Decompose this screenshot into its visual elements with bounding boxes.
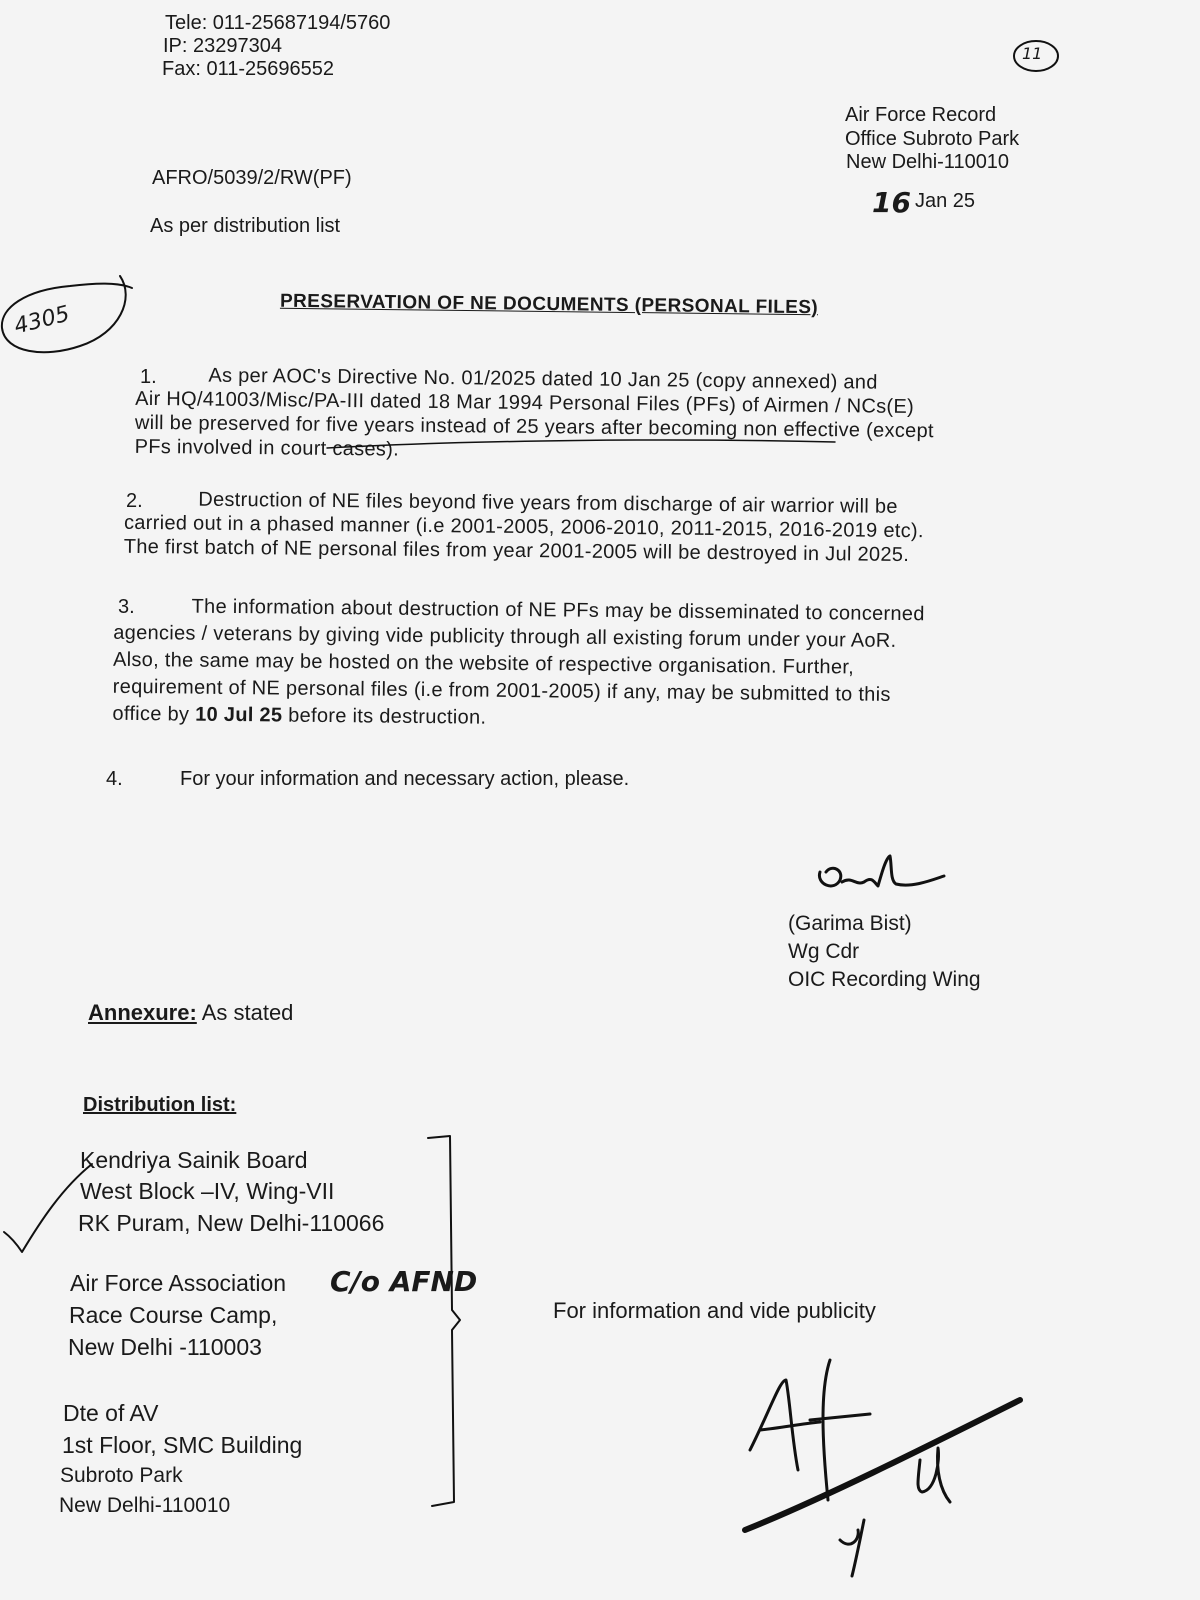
annexure	[88, 1000, 293, 1026]
subject-heading: PRESERVATION OF NE DOCUMENTS (PERSONAL FILES)	[279, 290, 819, 319]
address-1-line-2: West Block –IV, Wing-VII	[80, 1178, 335, 1204]
para-2-line: carried out in a phased manner (i.e 2001-2005, 2006-2010, 2011-2015, 2016-2019 etc).	[123, 511, 924, 543]
date-month-year: Jan 25	[915, 190, 976, 212]
sender-line-1: Air Force Record	[845, 104, 997, 126]
para-1-line: Air HQ/41003/Misc/PA-III dated 18 Mar 1994 Personal Files (PFs) of Airmen / NCs(E)	[135, 387, 915, 418]
address-1-line-3: RK Puram, New Delhi-110066	[78, 1210, 385, 1236]
distribution-heading: Distribution list:	[83, 1094, 237, 1116]
handwritten-addition: C/o AFND	[330, 1265, 478, 1298]
para-2-number: 2.	[126, 490, 143, 512]
address-3-line-2: 1st Floor, SMC Building	[62, 1432, 303, 1458]
para-3-number: 3.	[118, 596, 135, 618]
handwritten-initials	[740, 1340, 1040, 1580]
para-1-line: As per AOC's Directive No. 01/2025 dated 10 Jan 25 (copy annexed) and	[208, 364, 878, 394]
signatory-appointment: OIC Recording Wing	[788, 968, 981, 991]
address-3-line-4: New Delhi-110010	[59, 1494, 231, 1517]
distribution-bracket	[420, 1130, 480, 1510]
para-4-text: For your information and necessary action, please.	[180, 768, 630, 790]
para-3-line: requirement of NE personal files (i.e from 2001-2005) if any, may be submitted to this	[112, 675, 891, 706]
paragraph-2	[124, 487, 925, 567]
telephone-number: Tele: 011-25687194/5760	[165, 12, 391, 34]
signatory-name: (Garima Bist)	[788, 912, 912, 935]
para-1-line: PFs involved in court cases).	[134, 435, 400, 461]
address-3-line-1: Dte of AV	[63, 1400, 159, 1426]
paragraph-3	[112, 593, 925, 736]
sender-line-3: New Delhi-110010	[846, 151, 1010, 173]
distribution-remark: For information and vide publicity	[553, 1298, 876, 1323]
annexure-label: Annexure:	[88, 1000, 197, 1025]
address-1-line-1: Kendriya Sainik Board	[80, 1147, 308, 1173]
date-day-handwritten: 16	[872, 186, 911, 219]
pen-underline	[325, 436, 845, 456]
para-2-line: Destruction of NE files beyond five years from discharge of air warrior will be	[198, 488, 898, 518]
para-3-line: Also, the same may be hosted on the website of respective organisation. Further,	[112, 648, 855, 679]
para-3-text: office by	[112, 702, 196, 726]
address-2-line-2: Race Course Camp,	[69, 1302, 278, 1328]
signature	[812, 852, 952, 902]
fax-number: Fax: 011-25696552	[162, 58, 334, 80]
ip-number: IP: 23297304	[163, 35, 282, 57]
para-2-line: The first batch of NE personal files from year 2001-2005 will be destroyed in Jul 2025.	[123, 535, 910, 567]
address-3-line-3: Subroto Park	[60, 1464, 183, 1487]
reference-number: AFRO/5039/2/RW(PF)	[152, 167, 352, 189]
para-1-number: 1.	[140, 366, 157, 388]
margin-note: 4305	[11, 301, 73, 340]
deadline-date: 10 Jul 25	[195, 703, 283, 727]
para-3-line: agencies / veterans by giving vide publicity through all existing forum under your AoR.	[113, 621, 897, 652]
para-1-line: will be preserved for five years instead of 25 years after becoming non effective (except	[134, 411, 934, 443]
sender-line-2: Office Subroto Park	[845, 128, 1020, 150]
address-2-line-1: Air Force Association	[70, 1270, 287, 1296]
para-3-text: before its destruction.	[282, 704, 487, 729]
para-4-number: 4.	[106, 768, 123, 790]
address-2-line-3: New Delhi -110003	[68, 1334, 262, 1360]
tick-mark	[0, 1160, 100, 1260]
page-number: 11	[1022, 44, 1043, 63]
annexure-value: As stated	[201, 1000, 294, 1025]
addressee: As per distribution list	[150, 215, 341, 237]
signatory-rank: Wg Cdr	[788, 940, 860, 963]
para-3-line: The information about destruction of NE PFs may be disseminated to concerned	[191, 595, 925, 626]
